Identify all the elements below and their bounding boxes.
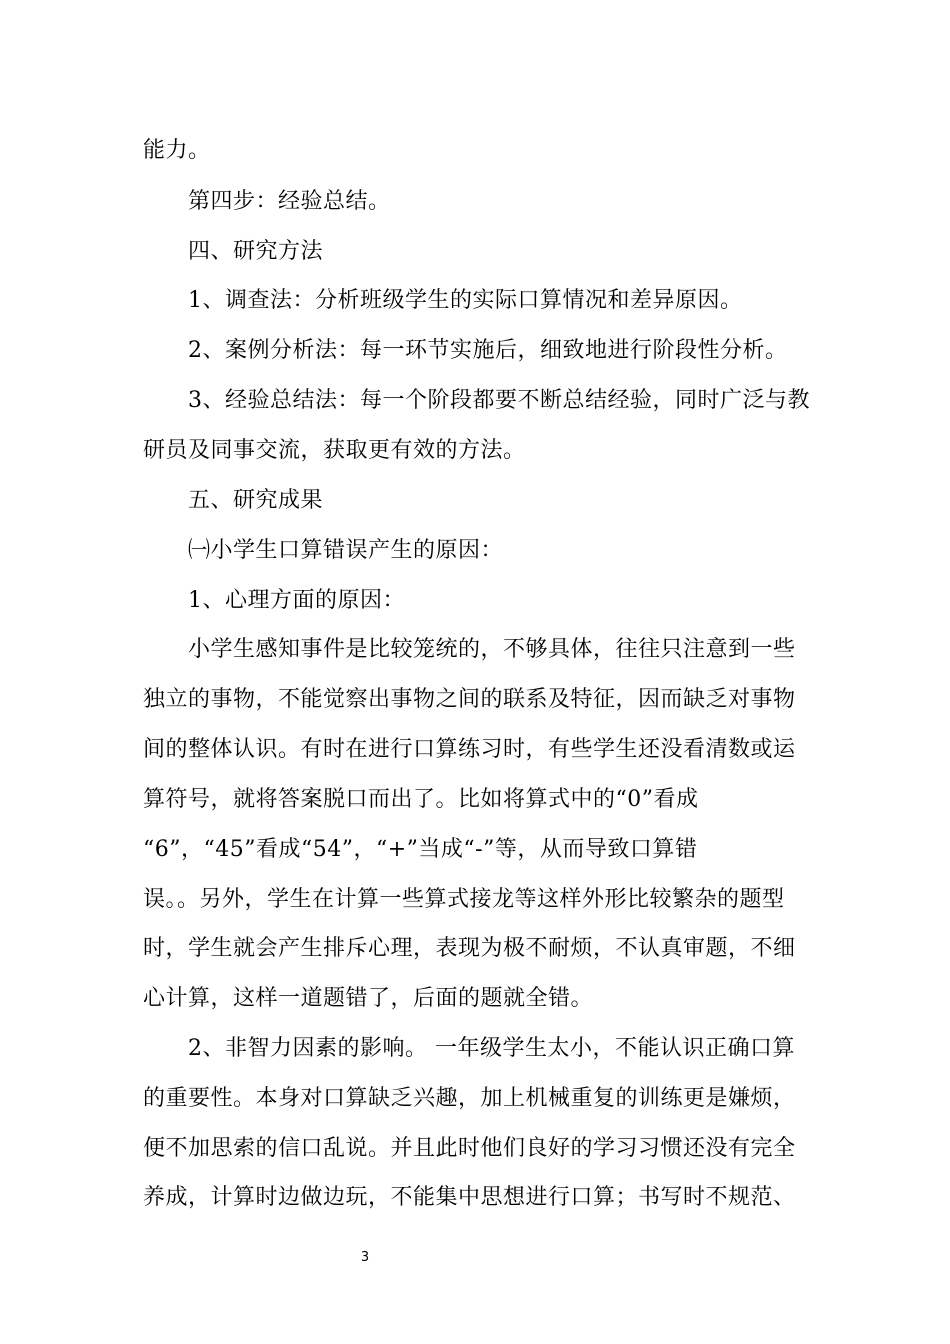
body-line: 2、案例分析法：每一环节实施后，细致地进行阶段性分析。	[188, 338, 788, 363]
body-line: 研员及同事交流，获取更有效的方法。	[143, 438, 526, 463]
subsection-heading: 1、心理方面的原因：	[188, 588, 405, 613]
body-line: 能力。	[143, 138, 211, 163]
body-line: 第四步：经验总结。	[188, 189, 391, 214]
section-heading: 五、研究成果	[188, 488, 324, 513]
body-line: “6”，“45”看成“54”，“+”当成“-”等，从而导致口算错	[143, 837, 698, 862]
body-line: 独立的事物，不能觉察出事物之间的联系及特征，因而缺乏对事物	[143, 687, 796, 712]
body-line: 便不加思索的信口乱说。并且此时他们良好的学习习惯还没有完全	[143, 1136, 796, 1161]
subsection-heading: ㈠小学生口算错误产生的原因：	[188, 538, 504, 563]
body-line: 小学生感知事件是比较笼统的，不够具体，往往只注意到一些	[188, 637, 796, 662]
page-number: 3	[360, 1250, 370, 1265]
body-line: 养成，计算时边做边玩，不能集中思想进行口算；书写时不规范、	[143, 1185, 796, 1210]
section-heading: 四、研究方法	[188, 239, 324, 264]
body-line: 2、非智力因素的影响。 一年级学生太小，不能认识正确口算	[188, 1036, 795, 1061]
body-line: 心计算，这样一道题错了，后面的题就全错。	[143, 986, 594, 1011]
body-line: 的重要性。本身对口算缺乏兴趣，加上机械重复的训练更是嫌烦，	[143, 1086, 796, 1111]
body-line: 间的整体认识。有时在进行口算练习时，有些学生还没看清数或运	[143, 737, 796, 762]
body-line: 3、经验总结法：每一个阶段都要不断总结经验，同时广泛与教	[188, 388, 810, 413]
body-line: 算符号，就将答案脱口而出了。比如将算式中的“0”看成	[143, 787, 699, 812]
body-line: 误。。另外，学生在计算一些算式接龙等这样外形比较繁杂的题型	[143, 887, 785, 912]
body-line: 1、调查法：分析班级学生的实际口算情况和差异原因。	[188, 288, 743, 313]
body-line: 时，学生就会产生排斥心理，表现为极不耐烦，不认真审题，不细	[143, 936, 796, 961]
